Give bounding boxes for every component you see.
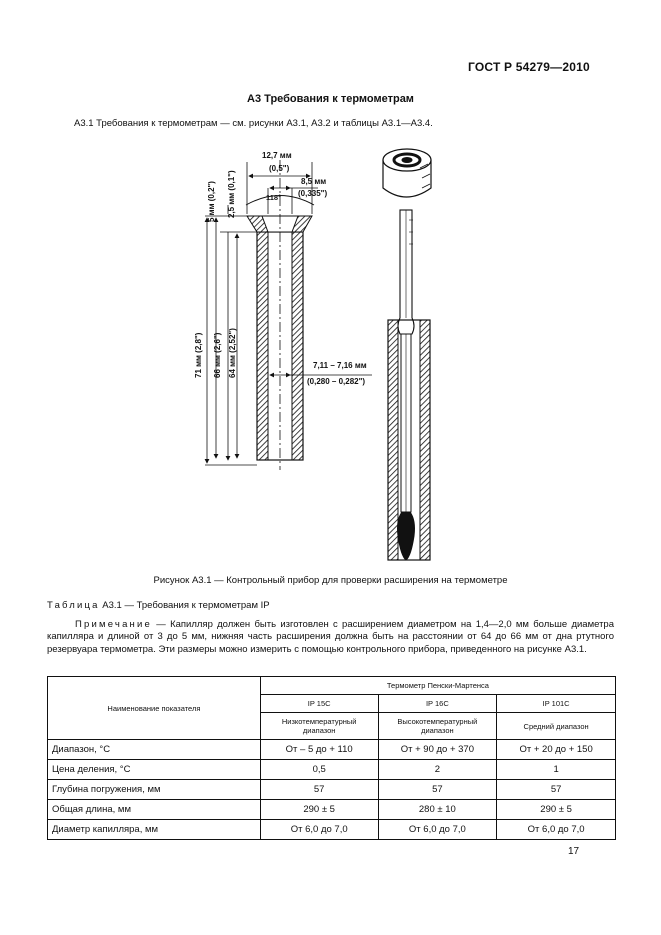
table-header-row <box>48 677 616 695</box>
row-value: От + 90 до + 370 <box>378 740 497 760</box>
row-value: 1 <box>497 760 616 780</box>
page-number: 17 <box>568 846 580 857</box>
document-code: ГОСТ Р 54279—2010 <box>468 60 590 74</box>
table-title-text: А3.1 — Требования к термометрам IP <box>99 600 270 611</box>
dim-depth-5: 5 мм (0,2") <box>207 181 216 222</box>
dim-top-width-in: (0,5") <box>269 164 290 173</box>
header-range: Высокотемпературный диапазон <box>378 713 497 740</box>
row-value: От 6,0 до 7,0 <box>378 820 497 840</box>
row-value: От – 5 до + 110 <box>260 740 378 760</box>
table-row <box>48 800 616 820</box>
row-value: От + 20 до + 150 <box>497 740 616 760</box>
row-value: 57 <box>497 780 616 800</box>
row-value: От 6,0 до 7,0 <box>260 820 378 840</box>
row-name: Цена деления, °С <box>48 760 261 780</box>
dim-inner-small: 8,5 мм <box>301 177 327 186</box>
section-title: А3 Требования к термометрам <box>247 93 414 105</box>
header-range: Средний диапазон <box>497 713 616 740</box>
header-range: Низкотемпературный диапазон <box>260 713 378 740</box>
note-label: Примечание <box>75 619 152 630</box>
dim-angle: 118° <box>266 193 282 202</box>
dim-inner-small-in: (0,335") <box>298 189 328 198</box>
header-indicator-name: Наименование показателя <box>48 677 261 740</box>
row-value: 57 <box>260 780 378 800</box>
table-title <box>47 600 270 611</box>
note-text: — Капилляр должен быть изготовлен с расширением диаметром на 1,4—2,0 мм больше диаметра капилляра и длиной от 3 до 5 мм, нижняя часть расширения должна быть на расстоянии от 64 до 66 мм от дна ртутного резервуара термометра. Эти размеры можно измерить с помощью контрольного прибора, приведенного на рисунке А3.1. <box>47 619 614 655</box>
table-row <box>48 820 616 840</box>
row-value: 57 <box>378 780 497 800</box>
table-title-label: Таблица <box>47 600 100 611</box>
dim-top-width: 12,7 мм <box>262 151 292 160</box>
gauge-body <box>246 160 314 470</box>
header-thermometer-group: Термометр Пенски-Мартенса <box>260 677 615 695</box>
requirements-table <box>47 676 616 840</box>
row-name: Глубина погружения, мм <box>48 780 261 800</box>
row-value: 2 <box>378 760 497 780</box>
table-row <box>48 760 616 780</box>
dim-bore: 7,11 – 7,16 мм <box>313 361 367 370</box>
thermometer-illustration <box>383 149 431 560</box>
dim-length-66: 66 мм (2,6") <box>213 332 222 378</box>
table-row <box>48 780 616 800</box>
row-name: Диаметр капилляра, мм <box>48 820 261 840</box>
dim-bore-in: (0,280 – 0,282") <box>307 377 366 386</box>
header-model: IP 16C <box>378 695 497 713</box>
figure-caption: Рисунок А3.1 — Контрольный прибор для проверки расширения на термометре <box>153 575 508 586</box>
header-model: IP 101C <box>497 695 616 713</box>
row-name: Диапазон, °С <box>48 740 261 760</box>
table-row <box>48 740 616 760</box>
table-note <box>47 619 614 656</box>
dim-length-71: 71 мм (2,8") <box>194 332 203 378</box>
dim-depth-2-5: 2,5 мм (0,1") <box>227 170 236 218</box>
intro-paragraph: А3.1 Требования к термометрам — см. рисунки А3.1, А3.2 и таблицы А3.1—А3.4. <box>74 118 433 129</box>
row-name: Общая длина, мм <box>48 800 261 820</box>
row-value: 290 ± 5 <box>260 800 378 820</box>
dim-length-64: 64 мм (2,52") <box>228 328 237 378</box>
row-value: 0,5 <box>260 760 378 780</box>
row-value: 290 ± 5 <box>497 800 616 820</box>
header-model: IP 15C <box>260 695 378 713</box>
row-value: От 6,0 до 7,0 <box>497 820 616 840</box>
row-value: 280 ± 10 <box>378 800 497 820</box>
